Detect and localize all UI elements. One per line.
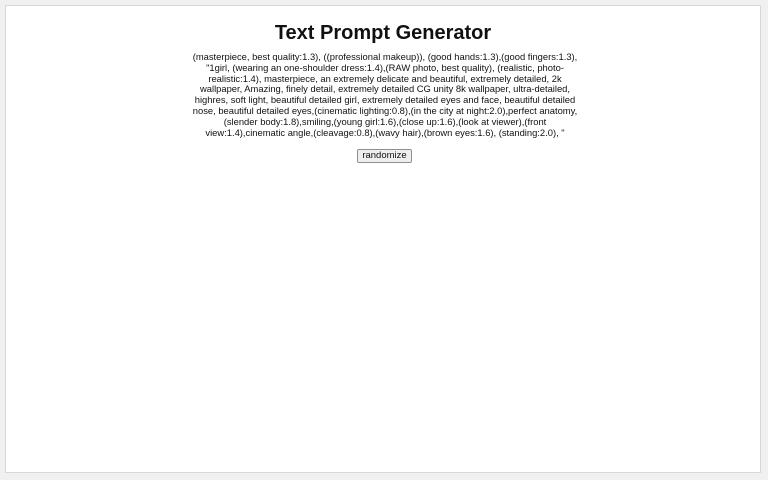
generated-prompt-text: (masterpiece, best quality:1.3), ((professional makeup)), (good hands:1.3),(good fingers:1.3), "1girl, (wearing an one-shoulder dress:1.4),(RAW photo, best quality), (realistic, photo-realistic:1.4), masterpiece, an extremely delicate and beautiful, extremely detailed, 2k wallpaper, Amazing, finely detail, extremely detailed CG unity 8k wallpaper, ultra-detailed, highres, soft light, beautiful detailed girl, extremely detailed eyes and face, beautiful detailed nose, beautiful detailed eyes,(cinematic lighting:0.8),(in the city at night:2.0),perfect anatomy,(slender body:1.8),smiling,(young girl:1.6),(close up:1.6),(look at viewer),(front view:1.4),cinematic angle,(cleavage:0.8),(wavy hair),(brown eyes:1.6), (standing:2.0), " xyxy=(192,51,578,138)
randomize-button[interactable]: randomize xyxy=(357,149,412,163)
page-title: Text Prompt Generator xyxy=(274,22,492,44)
page-panel xyxy=(5,5,761,473)
